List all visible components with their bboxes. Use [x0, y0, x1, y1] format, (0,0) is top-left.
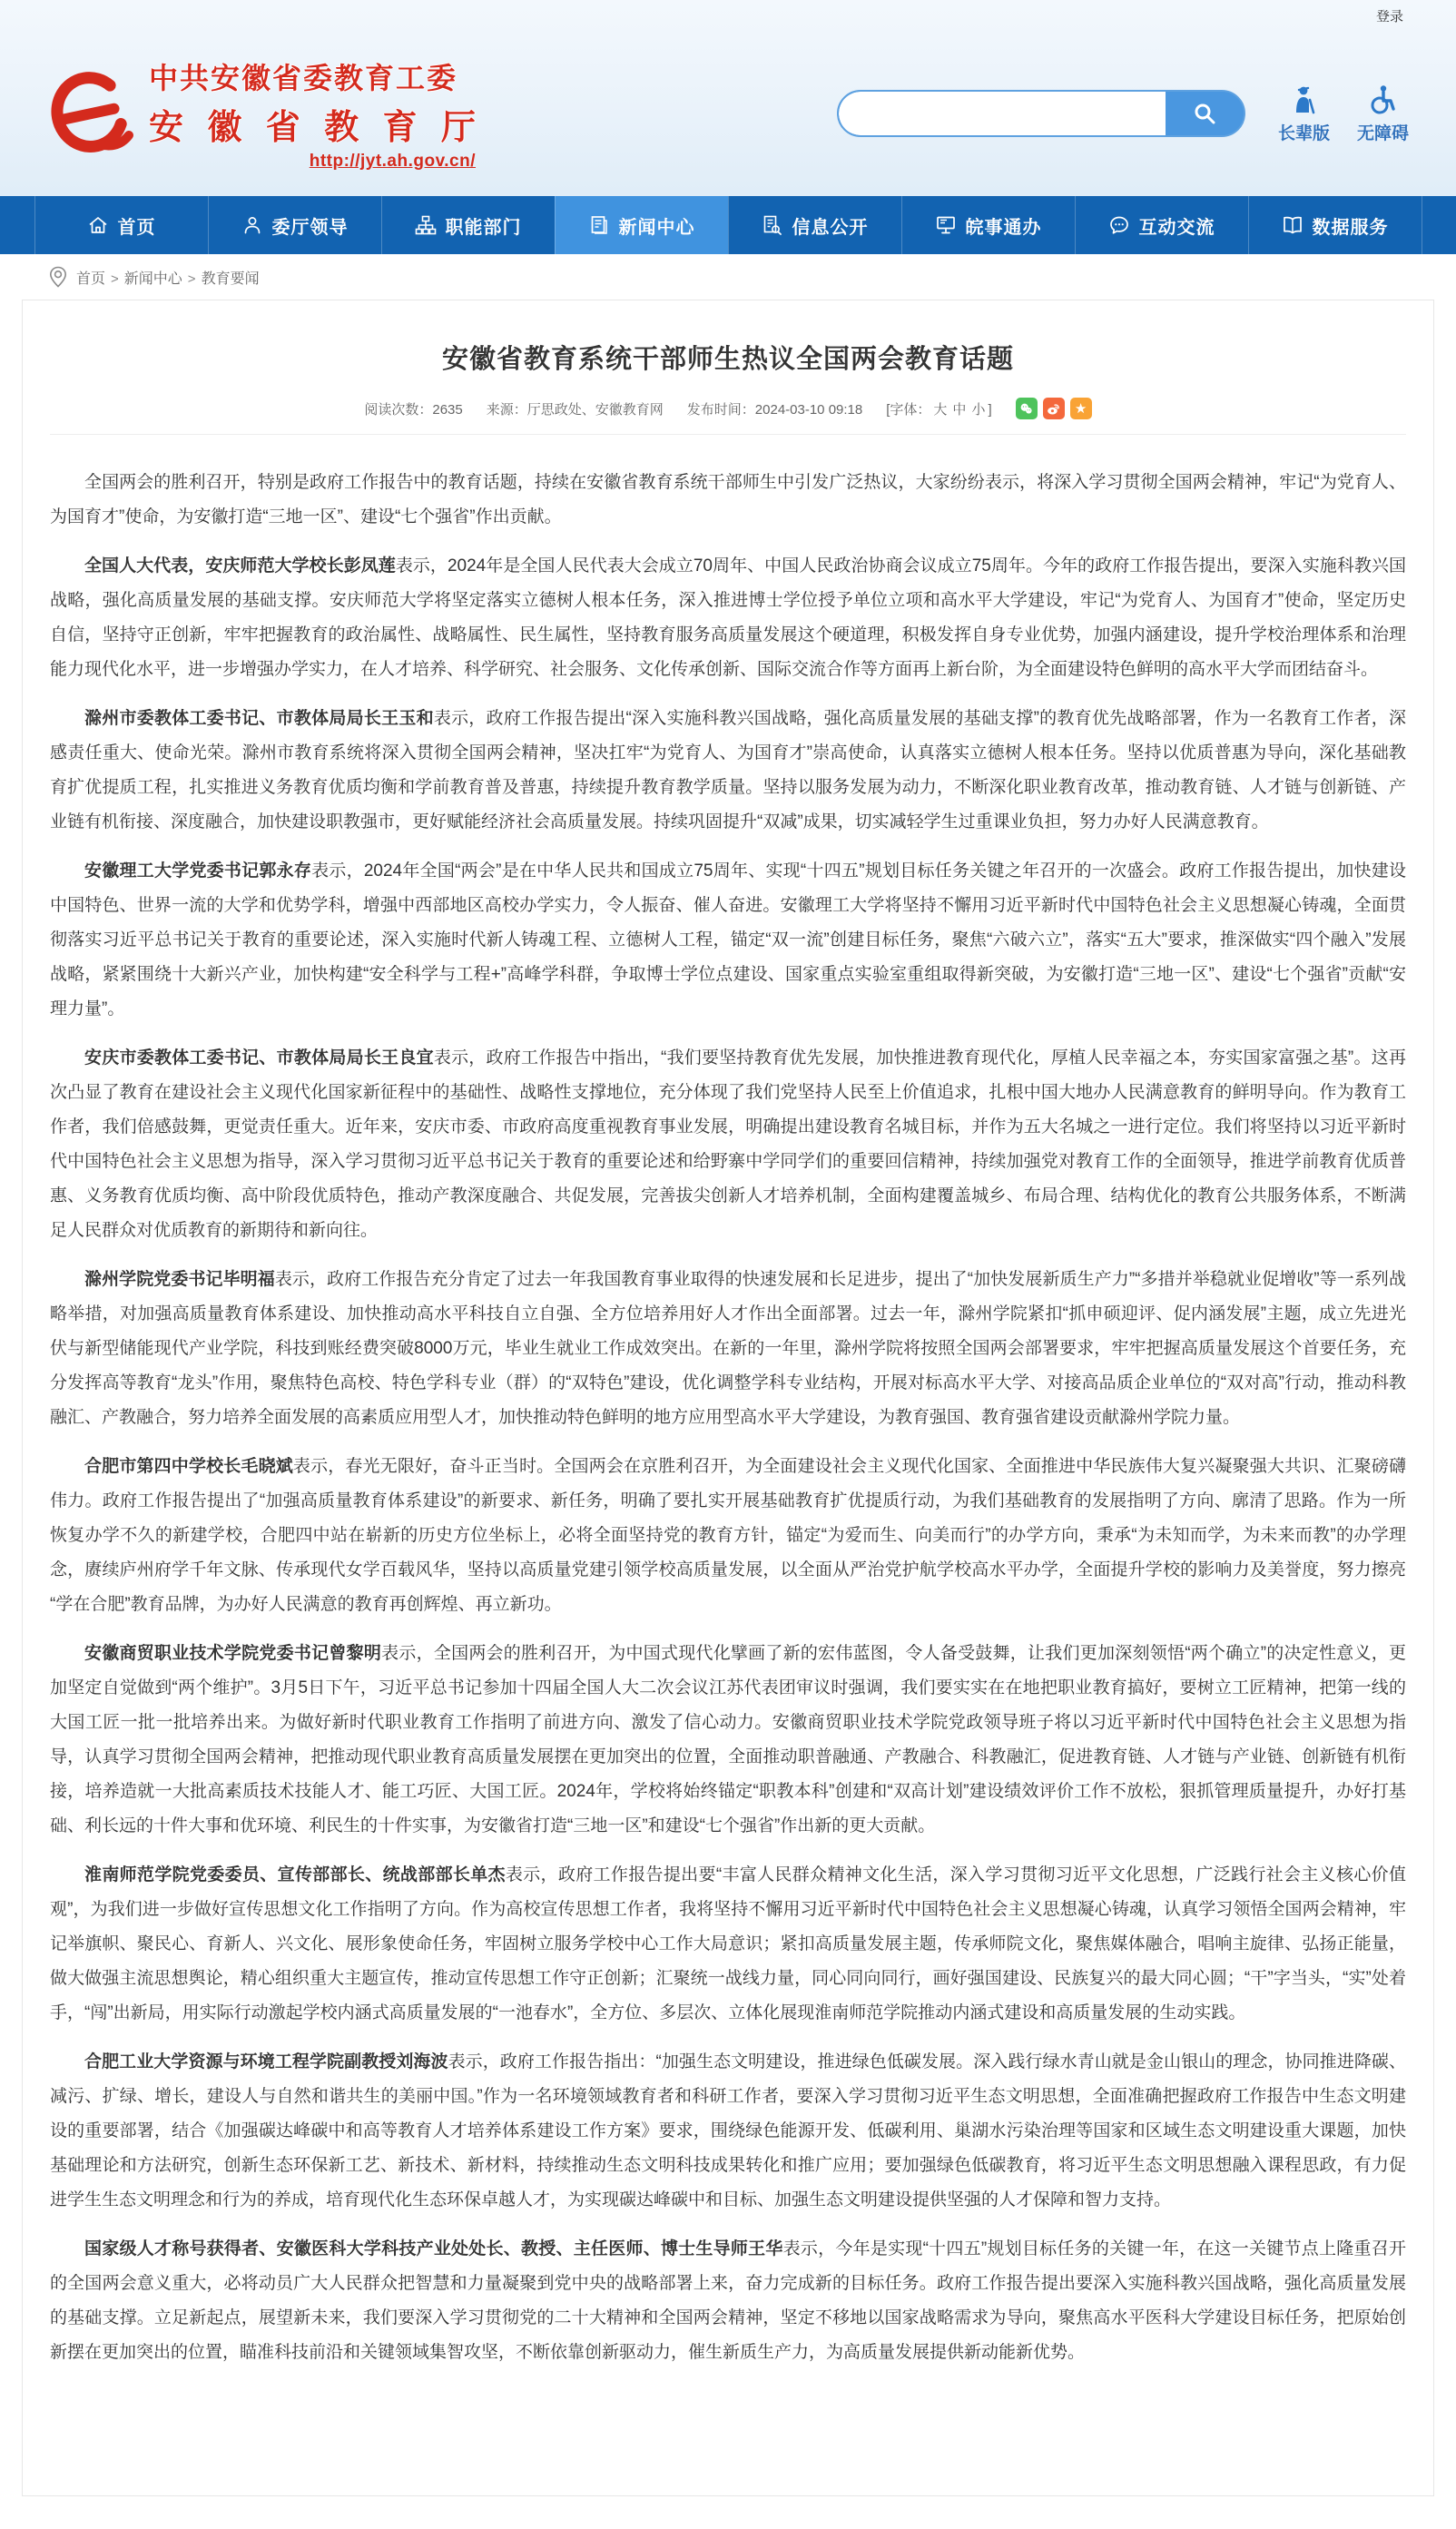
share-buttons — [1016, 398, 1092, 419]
breadcrumb-separator: > — [111, 271, 119, 287]
nav-item-leaders[interactable] — [208, 196, 381, 254]
location-pin-icon — [49, 266, 67, 288]
font-size-大[interactable]: 大 — [933, 401, 948, 418]
site-url[interactable]: http://jyt.ah.gov.cn/ — [309, 152, 476, 171]
breadcrumb-item-2[interactable]: 新闻中心 — [123, 271, 182, 287]
article-paragraph: 国家级人才称号获得者、安徽医科大学科技产业处处长、教授、主任医师、博士生导师王华表示，今年是实现“十四五”规划目标任务的关键一年，在这一关键节点上隆重召开的全国两会意义重大，必将动员广大人民群众把智慧和力量凝聚到党中央的战略部署上来，奋力完成新的目标任务。政府工作报告提出要深入实施科教兴国战略，强化高质量发展的基础支撑。立足新起点，展望新未来，我们要深入学习贯彻党的二十大精神和全国两会精神，坚定不移地以国家战略需求为导向，聚焦高水平医科大学建设目标任务，把原始创新摆在更加突出的位置，瞄准科技前沿和关键领域集智攻坚，不断依靠创新驱动力，催生新质生产力，为高质量发展提供新动能新优势。 — [50, 2239, 1406, 2362]
monitor-icon — [935, 214, 957, 236]
header-main — [0, 31, 1456, 196]
publish-time: 发布时间：2024-03-10 09:18 — [686, 401, 863, 418]
article-paragraph: 滁州市委教体工委书记、市教体局局长王玉和表示，政府工作报告提出“深入实施科教兴国战略，强化高质量发展的基础支撑”的教育优先战略部署，作为一名教育工作者，深感责任重大、使命光荣。滁州市教育系统将深入贯彻全国两会精神，坚决扛牢“为党育人、为国育才”崇高使命，认真落实立德树人根本任务。坚持以优质普惠为导向，深化基础教育扩优提质工程，扎实推进义务教育优质均衡和学前教育普及普惠，持续提升教育教学质量。坚持以服务发展为动力，不断深化职业教育改革，推动教育链、人才链与创新链、产业链有机衔接、深度融合，加快建设职教强市，更好赋能经济社会高质量发展。持续巩固提升“双减”成果，切实减轻学生过重课业负担，努力办好人民满意教育。 — [50, 709, 1406, 832]
brand-logo-icon — [40, 64, 134, 163]
doc-search-icon — [762, 214, 783, 236]
org-name-line2: 安徽省教育厅 — [149, 109, 476, 147]
nav-label: 职能部门 — [445, 217, 522, 238]
speaker-name: 国家级人才称号获得者、安徽医科大学科技产业处处长、教授、主任医师、博士生导师王华 — [84, 2239, 783, 2258]
nav-label: 皖事通办 — [965, 217, 1042, 238]
breadcrumb-separator: > — [187, 271, 196, 287]
org-name-line1: 中共安徽省委教育工委 — [149, 62, 458, 94]
article-title: 安徽省教育系统干部师生热议全国两会教育话题 — [441, 345, 1014, 374]
font-size-小[interactable]: 小 — [971, 401, 986, 418]
nav-label: 委厅领导 — [271, 217, 349, 238]
article-paragraph: 合肥市第四中学校长毛晓斌表示，春光无限好，奋斗正当时。全国两会在京胜利召开，为全面建设社会主义现代化国家、全面推进中华民族伟大复兴凝聚强大共识、汇聚磅礴伟力。政府工作报告提出了“加强高质量教育体系建设”的新要求、新任务，明确了要扎实开展基础教育扩优提质行动，为我们基础教育的发展指明了方向、廓清了思路。作为一所恢复办学不久的新建学校，合肥四中站在崭新的历史方位坐标上，必将全面坚持党的教育方针，锚定“为爱而生、向美而行”的办学方向，秉承“为未知而学，为未来而教”的办学理念，赓续庐州府学千年文脉、传承现代女学百载风华，坚持以高质量党建引领学校高质量发展，以全面从严治党护航学校高水平办学，全面提升学校的影响力及美誉度，努力擦亮“学在合肥”教育品牌，为办好人民满意的教育再创辉煌、再立新功。 — [50, 1457, 1406, 1614]
breadcrumb — [0, 254, 1456, 300]
nav-label: 新闻中心 — [618, 217, 695, 238]
search-input[interactable] — [839, 92, 1166, 135]
breadcrumb-item-3: 教育要闻 — [201, 271, 260, 287]
header-right — [837, 84, 1420, 144]
search-box — [837, 90, 1245, 137]
accessibility-link[interactable]: 无障碍 — [1357, 84, 1409, 144]
nav-item-service[interactable] — [901, 196, 1075, 254]
topbar — [0, 0, 1456, 31]
view-count: 阅读次数：2635 — [364, 401, 463, 418]
font-size-control: [字体： 大 中 小 ] — [886, 401, 992, 418]
wechat-icon[interactable] — [1016, 398, 1038, 419]
book-icon — [1282, 214, 1304, 236]
elder-icon — [1287, 84, 1320, 116]
favorite-star-icon[interactable]: ★ — [1070, 398, 1092, 419]
search-icon — [1193, 102, 1216, 125]
search-button[interactable] — [1166, 92, 1244, 135]
news-icon — [588, 214, 610, 236]
font-size-中[interactable]: 中 — [952, 401, 967, 418]
speaker-name: 淮南师范学院党委委员、宣传部部长、统战部部长单杰 — [84, 1865, 506, 1884]
breadcrumb-item-1[interactable]: 首页 — [76, 271, 106, 287]
person-icon — [241, 214, 263, 236]
home-icon — [87, 214, 109, 236]
weibo-icon[interactable] — [1043, 398, 1065, 419]
nav-item-interact[interactable] — [1075, 196, 1248, 254]
nav-label: 数据服务 — [1312, 217, 1389, 238]
article-body — [50, 435, 1406, 2370]
nav-label: 首页 — [117, 217, 156, 238]
main-nav — [0, 196, 1456, 254]
nav-label: 信息公开 — [792, 217, 869, 238]
speaker-name: 全国人大代表，安庆师范大学校长彭凤莲 — [84, 556, 396, 576]
article-paragraph: 淮南师范学院党委委员、宣传部部长、统战部部长单杰表示，政府工作报告提出要“丰富人民群众精神文化生活，深入学习贯彻习近平文化思想，广泛践行社会主义核心价值观”，为我们进一步做好宣传思想文化工作指明了方向。作为高校宣传思想工作者，我将坚持不懈用习近平新时代中国特色社会主义思想凝心铸魂，认真学习领悟全国两会精神，牢记举旗帜、聚民心、育新人、兴文化、展形象使命任务，牢固树立服务学校中心工作大局意识；紧扣高质量发展主题，传承师院文化，聚焦媒体融合，唱响主旋律、弘扬正能量，做大做强主流思想舆论，精心组织重大主题宣传，推动宣传思想工作守正创新；汇聚统一战线力量，同心同向同行，画好强国建设、民族复兴的最大同心圆；“干”字当头，“实”处着手，“闯”出新局，用实际行动激起学校内涵式高质量发展的“一池春水”，全方位、多层次、立体化展现淮南师范学院推动内涵式建设和高质量发展的生动实践。 — [50, 1865, 1406, 2022]
speaker-name: 安徽理工大学党委书记郭永存 — [84, 861, 312, 881]
nav-item-data[interactable] — [1248, 196, 1422, 254]
speaker-name: 滁州市委教体工委书记、市教体局局长王玉和 — [84, 709, 434, 728]
site-logo[interactable] — [40, 55, 476, 172]
nav-item-departments[interactable] — [381, 196, 555, 254]
nav-item-news[interactable] — [555, 196, 728, 254]
article-paragraph: 全国两会的胜利召开，特别是政府工作报告中的教育话题，持续在安徽省教育系统干部师生中引发广泛热议，大家纷纷表示，将深入学习贯彻全国两会精神，牢记“为党育人、为国育才”使命，为安徽打造“三地一区”、建设“七个强省”作出贡献。 — [50, 473, 1406, 526]
speaker-name: 合肥市第四中学校长毛晓斌 — [84, 1457, 293, 1476]
login-link[interactable]: 登录 — [1375, 8, 1403, 25]
article-source: 来源：厅思政处、安徽教育网 — [486, 401, 664, 418]
article-container — [22, 300, 1434, 2496]
accessibility-links — [1278, 84, 1409, 144]
speaker-name: 滁州学院党委书记毕明福 — [84, 1270, 275, 1289]
wheelchair-icon — [1366, 84, 1399, 116]
speaker-name: 合肥工业大学资源与环境工程学院副教授刘海波 — [84, 2052, 448, 2071]
orgchart-icon — [415, 214, 437, 236]
article-paragraph: 安徽理工大学党委书记郭永存表示，2024年全国“两会”是在中华人民共和国成立75周年、实现“十四五”规划目标任务关键之年召开的一次盛会。政府工作报告提出，加快建设中国特色、世界一流的大学和优势学科，增强中西部地区高校办学实力，令人振奋、催人奋进。安徽理工大学将坚持不懈用习近平新时代中国特色社会主义思想凝心铸魂，全面贯彻落实习近平总书记关于教育的重要论述，深入实施时代新人铸魂工程、立德树人工程，锚定“双一流”创建目标任务，聚焦“六破六立”，落实“五大”要求，推深做实“四个融入”发展战略，紧紧围绕十大新兴产业，加快构建“安全科学与工程+”高峰学科群，争取博士学位点建设、国家重点实验室重组取得新突破，为安徽打造“三地一区”、建设“七个强省”贡献“安理力量”。 — [50, 861, 1406, 1018]
speaker-name: 安庆市委教体工委书记、市教体局局长王良宜 — [84, 1048, 434, 1068]
elder-version-link[interactable]: 长辈版 — [1278, 84, 1330, 144]
article-meta — [50, 398, 1406, 419]
nav-item-home[interactable] — [34, 196, 208, 254]
site-header — [0, 0, 1456, 254]
nav-label: 互动交流 — [1138, 217, 1215, 238]
chat-icon — [1108, 214, 1130, 236]
speaker-name: 安徽商贸职业技术学院党委书记曾黎明 — [84, 1644, 382, 1663]
article-paragraph: 合肥工业大学资源与环境工程学院副教授刘海波表示，政府工作报告指出：“加强生态文明建设，推进绿色低碳发展。深入践行绿水青山就是金山银山的理念，协同推进降碳、减污、扩绿、增长，建设人与自然和谐共生的美丽中国。”作为一名环境领域教育者和科研工作者，要深入学习贯彻习近平生态文明思想，全面准确把握政府工作报告中生态文明建设的重要部署，结合《加强碳达峰碳中和高等教育人才培养体系建设工作方案》要求，围绕绿色能源开发、低碳利用、巢湖水污染治理等国家和区域生态文明建设重大课题，加快基础理论和方法研究，创新生态环保新工艺、新技术、新材料，持续推动生态文明科技成果转化和推广应用；要加强绿色低碳教育，将习近平生态文明思想融入课程思政，有力促进学生生态文明理念和行为的养成，培育现代化生态环保卓越人才，为实现碳达峰碳中和目标、加强生态文明建设提供坚强的人才保障和智力支持。 — [50, 2052, 1406, 2209]
nav-item-info[interactable] — [728, 196, 901, 254]
article-paragraph: 滁州学院党委书记毕明福表示，政府工作报告充分肯定了过去一年我国教育事业取得的快速发展和长足进步，提出了“加快发展新质生产力”“多措并举稳就业促增收”等一系列战略举措，对加强高质量教育体系建设、加快推动高水平科技自立自强、全方位培养用好人才作出全面部署。过去一年，滁州学院紧扣“抓申硕迎评、促内涵发展”主题，成立先进光伏与新型储能现代产业学院，科技到账经费突破8000万元，毕业生就业工作成效突出。在新的一年里，滁州学院将按照全国两会部署要求，牢牢把握高质量发展这个首要任务，充分发挥高等教育“龙头”作用，聚焦特色高校、特色学科专业（群）的“双特色”建设，优化调整学科专业结构，开展对标高水平大学、对接高品质企业单位的“双对高”行动，推动科教融汇、产教融合，努力培养全面发展的高素质应用型人才，加快推动特色鲜明的地方应用型高水平大学建设，为教育强国、教育强省建设贡献滁州学院力量。 — [50, 1270, 1406, 1427]
article-paragraph: 安徽商贸职业技术学院党委书记曾黎明表示，全国两会的胜利召开，为中国式现代化擘画了新的宏伟蓝图，令人备受鼓舞，让我们更加深刻领悟“两个确立”的决定性意义，更加坚定自觉做到“两个维护”。3月5日下午，习近平总书记参加十四届全国人大二次会议江苏代表团审议时强调，我们要实实在在地把职业教育搞好，要树立工匠精神，把第一线的大国工匠一批一批培养出来。为做好新时代职业教育工作指明了前进方向、激发了信心动力。安徽商贸职业技术学院党政领导班子将以习近平新时代中国特色社会主义思想为指导，认真学习贯彻全国两会精神，把推动现代职业教育高质量发展摆在更加突出的位置，全面推动职普融通、产教融合、科教融汇，促进教育链、人才链与产业链、创新链有机衔接，培养造就一大批高素质技术技能人才、能工巧匠、大国工匠。2024年，学校将始终锚定“职教本科”创建和“双高计划”建设绩效评价工作不放松，狠抓管理质量提升，办好打基础、利长远的十件大事和优环境、利民生的十件实事，为安徽省打造“三地一区”和建设“七个强省”作出新的更大贡献。 — [50, 1644, 1406, 1835]
article-paragraph: 全国人大代表，安庆师范大学校长彭凤莲表示，2024年是全国人民代表大会成立70周年、中国人民政治协商会议成立75周年。今年的政府工作报告提出，要深入实施科教兴国战略，强化高质量发展的基础支撑。安庆师范大学将坚定落实立德树人根本任务，深入推进博士学位授予单位立项和高水平大学建设，牢记“为党育人、为国育才”使命，坚定历史自信，坚持守正创新，牢牢把握教育的政治属性、战略属性、民生属性，坚持教育服务高质量发展这个硬道理，积极发挥自身专业优势，加强内涵建设，提升学校治理体系和治理能力现代化水平，进一步增强办学实力，在人才培养、科学研究、社会服务、文化传承创新、国际交流合作等方面再上新台阶，为全面建设特色鲜明的高水平大学而团结奋斗。 — [50, 556, 1406, 679]
article-paragraph: 安庆市委教体工委书记、市教体局局长王良宜表示，政府工作报告中指出，“我们要坚持教育优先发展，加快推进教育现代化，厚植人民幸福之本，夯实国家富强之基”。这再次凸显了教育在建设社会主义现代化国家新征程中的基础性、战略性支撑地位，充分体现了我们党坚持人民至上价值追求，扎根中国大地办人民满意教育的鲜明导向。作为教育工作者，我们倍感鼓舞，更觉责任重大。近年来，安庆市委、市政府高度重视教育事业发展，明确提出建设教育名城目标，并作为五大名城之一进行定位。我们将坚持以习近平新时代中国特色社会主义思想为指导，深入学习贯彻习近平总书记关于教育的重要论述和给野寨中学同学们的重要回信精神，持续加强党对教育工作的全面领导，推进学前教育优质普惠、义务教育优质均衡、高中阶段优质特色，推动产教深度融合、共促发展，完善拔尖创新人才培养机制，全面构建覆盖城乡、布局合理、结构优化的教育公共服务体系，不断满足人民群众对优质教育的新期待和新向往。 — [50, 1048, 1406, 1240]
